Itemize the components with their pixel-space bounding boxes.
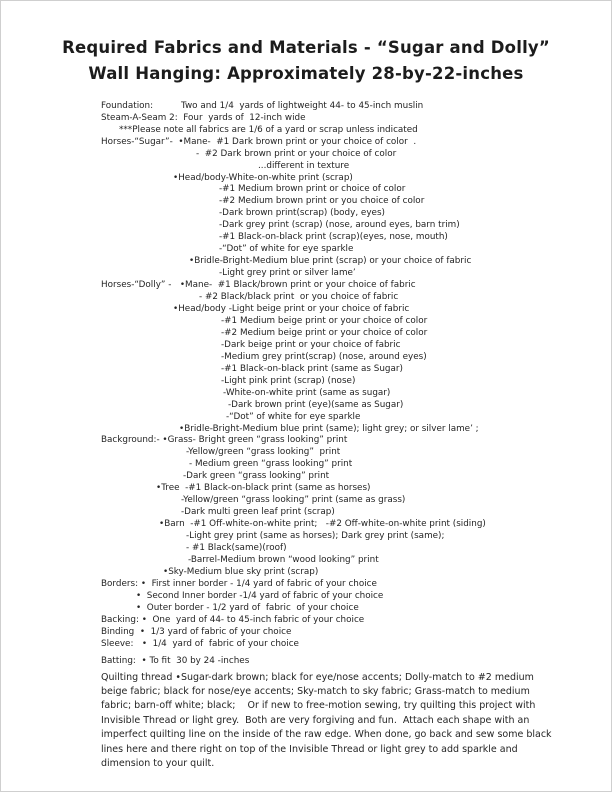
document-line: • Outer border - 1/2 yard of fabric of your choice	[136, 602, 359, 613]
document-line: -#1 Black-on-black print (scrap)(eyes, nose, mouth)	[219, 232, 448, 243]
document-line: -#1 Black-on-black print (same as Sugar)	[221, 363, 403, 374]
document-line: •Bridle-Bright-Medium blue print (scrap) or your choice of fabric	[189, 256, 472, 267]
document-line: Foundation: Two and 1/4 yards of lightweight 44- to 45-inch muslin	[101, 100, 424, 111]
document-line: •Head/body-White-on-white print (scrap)	[173, 172, 353, 183]
document-line: -#2 Medium beige print or your choice of color	[221, 327, 428, 338]
document-line: -“Dot” of white for eye sparkle	[226, 411, 361, 422]
document-line: -Dark green “grass looking” print	[183, 471, 330, 482]
document-line: -Dark grey print (scrap) (nose, around eyes, barn trim)	[219, 220, 460, 231]
document-line: -#1 Medium beige print or your choice of color	[221, 315, 428, 326]
document-line: Borders: • First inner border - 1/4 yard of fabric of your choice	[101, 578, 377, 589]
document-line: Batting: • To fit 30 by 24 -inches	[101, 655, 250, 666]
document-line: •Sky-Medium blue sky print (scrap)	[163, 566, 319, 577]
quilting-thread-paragraph: Quilting thread •Sugar-dark brown; black for eye/nose accents; Dolly-match to #2 medium beige fabric; black for nose/eye accents; Sky-match to sky fabric; Grass-match to medium fabric; barn-off white; black; Or if new to free-motion sewing, try quilting this project with Invisible Thread or light grey. Both are very forgiving and fun. Attach each shape with an imperfect quilting line on the inside of the raw edge. When done, go back and sew some black lines here and there right on top of the Invisible Thread or light grey to add sparkle and dimension to your quilt.	[101, 671, 555, 770]
document-line: -Barrel-Medium brown “wood looking” print	[188, 555, 379, 565]
document-line: •Barn -#1 Off-white-on-white print; -#2 Off-white-on-white print (siding)	[159, 519, 486, 530]
document-line: -Dark brown print (eye)(same as Sugar)	[228, 399, 404, 410]
document-line: - #2 Dark brown print or your choice of color	[196, 148, 397, 159]
document-line: -Yellow/green “grass looking” print (same as grass)	[181, 495, 406, 506]
document-line: -White-on-white print (same as sugar)	[223, 387, 391, 398]
document-line: -Light grey print (same as horses); Dark grey print (same);	[186, 531, 445, 542]
document-line: -Dark brown print(scrap) (body, eyes)	[219, 208, 385, 219]
document-line: -#2 Medium brown print or you choice of color	[219, 196, 425, 207]
document-line: ***Please note all fabrics are 1/6 of a yard or scrap unless indicated	[119, 124, 418, 135]
document-line: •Tree -#1 Black-on-black print (same as horses)	[156, 483, 371, 494]
document-line: -Dark beige print or your choice of fabric	[221, 339, 401, 350]
document-title	[1, 1, 611, 88]
title-line-1: Required Fabrics and Materials - “Sugar and Dolly”	[62, 38, 550, 57]
document-line: Sleeve: • 1/4 yard of fabric of your choice	[101, 638, 299, 649]
title-line-2: Wall Hanging: Approximately 28-by-22-inches	[88, 64, 524, 84]
document-line: Horses-“Dolly” - •Mane- #1 Black/brown print or your choice of fabric	[101, 280, 416, 291]
materials-list	[101, 101, 571, 668]
document-line: Binding • 1/3 yard of fabric of your choice	[101, 626, 292, 637]
document-line: -Dark multi green leaf print (scrap)	[181, 507, 335, 518]
document-line: -Light grey print or silver lame’	[219, 268, 356, 279]
document-line: Steam-A-Seam 2: Four yards of 12-inch wide	[101, 112, 306, 123]
document-line: - #2 Black/black print or you choice of fabric	[199, 292, 399, 303]
document-line: •Bridle-Bright-Medium blue print (same); light grey; or silver lame’ ;	[179, 423, 479, 434]
document-line: -Light pink print (scrap) (nose)	[221, 375, 356, 386]
document-line: - Medium green “grass looking” print	[189, 459, 353, 470]
document-line: • Second Inner border -1/4 yard of fabric of your choice	[136, 590, 384, 601]
document-line: ...different in texture	[258, 160, 350, 171]
document-line: -“Dot” of white for eye sparkle	[219, 244, 354, 255]
document-line: - #1 Black(same)(roof)	[186, 543, 287, 554]
document-line: -Medium grey print(scrap) (nose, around eyes)	[221, 351, 427, 362]
document-line: Background:- •Grass- Bright green “grass looking” print	[101, 435, 348, 446]
document-line: •Head/body -Light beige print or your choice of fabric	[173, 303, 410, 314]
document-line: Backing: • One yard of 44- to 45-inch fabric of your choice	[101, 614, 365, 625]
document-line: -#1 Medium brown print or choice of color	[219, 184, 406, 195]
document-line: Horses-“Sugar”- •Mane- #1 Dark brown print or your choice of color .	[101, 136, 417, 147]
document-line: -Yellow/green “grass looking” print	[186, 447, 341, 458]
